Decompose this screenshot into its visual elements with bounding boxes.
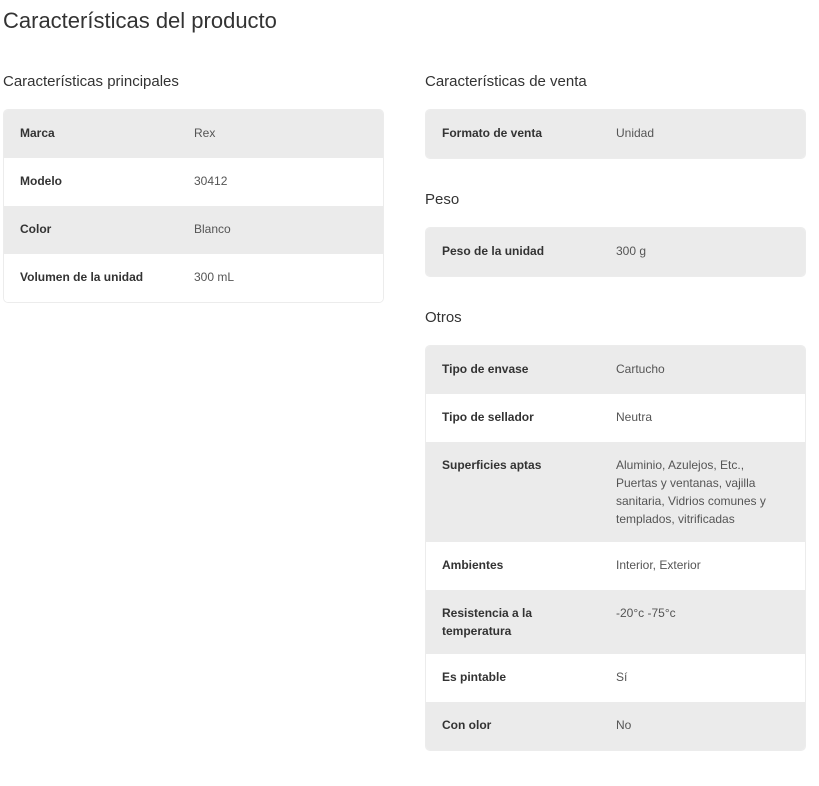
table-row [426, 590, 805, 654]
row-label: Resistencia a la temperatura [442, 606, 533, 638]
row-value: Rex [194, 126, 216, 140]
row-label: Volumen de la unidad [20, 270, 144, 284]
table-row [426, 702, 805, 750]
others-title: Otros [425, 309, 462, 326]
table-row [426, 442, 805, 542]
row-label: Con olor [442, 718, 492, 732]
table-row [426, 228, 805, 276]
table-row [426, 542, 805, 590]
row-value: Aluminio, Azulejos, Etc., Puertas y ventanas, vajilla sanitaria, Vidrios comunes y templados, vitrificadas [616, 458, 766, 526]
row-label: Peso de la unidad [442, 244, 545, 258]
table-row [426, 394, 805, 442]
row-label: Marca [20, 126, 55, 140]
table-row [426, 346, 805, 394]
page-title: Características del producto [3, 8, 277, 33]
row-label: Formato de venta [442, 126, 543, 140]
row-value: Interior, Exterior [616, 558, 701, 572]
row-value: Cartucho [616, 362, 665, 376]
others-table [425, 345, 806, 751]
row-label: Ambientes [442, 558, 504, 572]
row-value: 30412 [194, 174, 228, 188]
row-value: No [616, 718, 632, 732]
secondary-characteristics-column [425, 70, 806, 751]
row-value: 300 mL [194, 270, 235, 284]
row-label: Superficies aptas [442, 458, 542, 472]
weight-title: Peso [425, 191, 460, 208]
main-characteristics-title: Características principales [3, 73, 179, 90]
table-row [4, 206, 383, 254]
table-row [4, 158, 383, 206]
sale-characteristics-table [425, 109, 806, 159]
row-label: Color [20, 222, 52, 236]
row-label: Modelo [20, 174, 62, 188]
main-characteristics-table [3, 109, 384, 303]
weight-table [425, 227, 806, 277]
row-value: Neutra [616, 410, 653, 424]
row-value: -20°c -75°c [616, 606, 676, 620]
table-row [426, 654, 805, 702]
table-row [4, 110, 383, 158]
table-row [4, 254, 383, 302]
row-value: Sí [616, 670, 628, 684]
row-label: Tipo de sellador [442, 410, 534, 424]
row-value: Blanco [194, 222, 231, 236]
row-label: Tipo de envase [442, 362, 529, 376]
row-label: Es pintable [442, 670, 507, 684]
row-value: 300 g [616, 244, 647, 258]
main-characteristics-column [3, 70, 384, 303]
table-row [426, 110, 805, 158]
sale-characteristics-title: Características de venta [425, 73, 587, 90]
row-value: Unidad [616, 126, 655, 140]
